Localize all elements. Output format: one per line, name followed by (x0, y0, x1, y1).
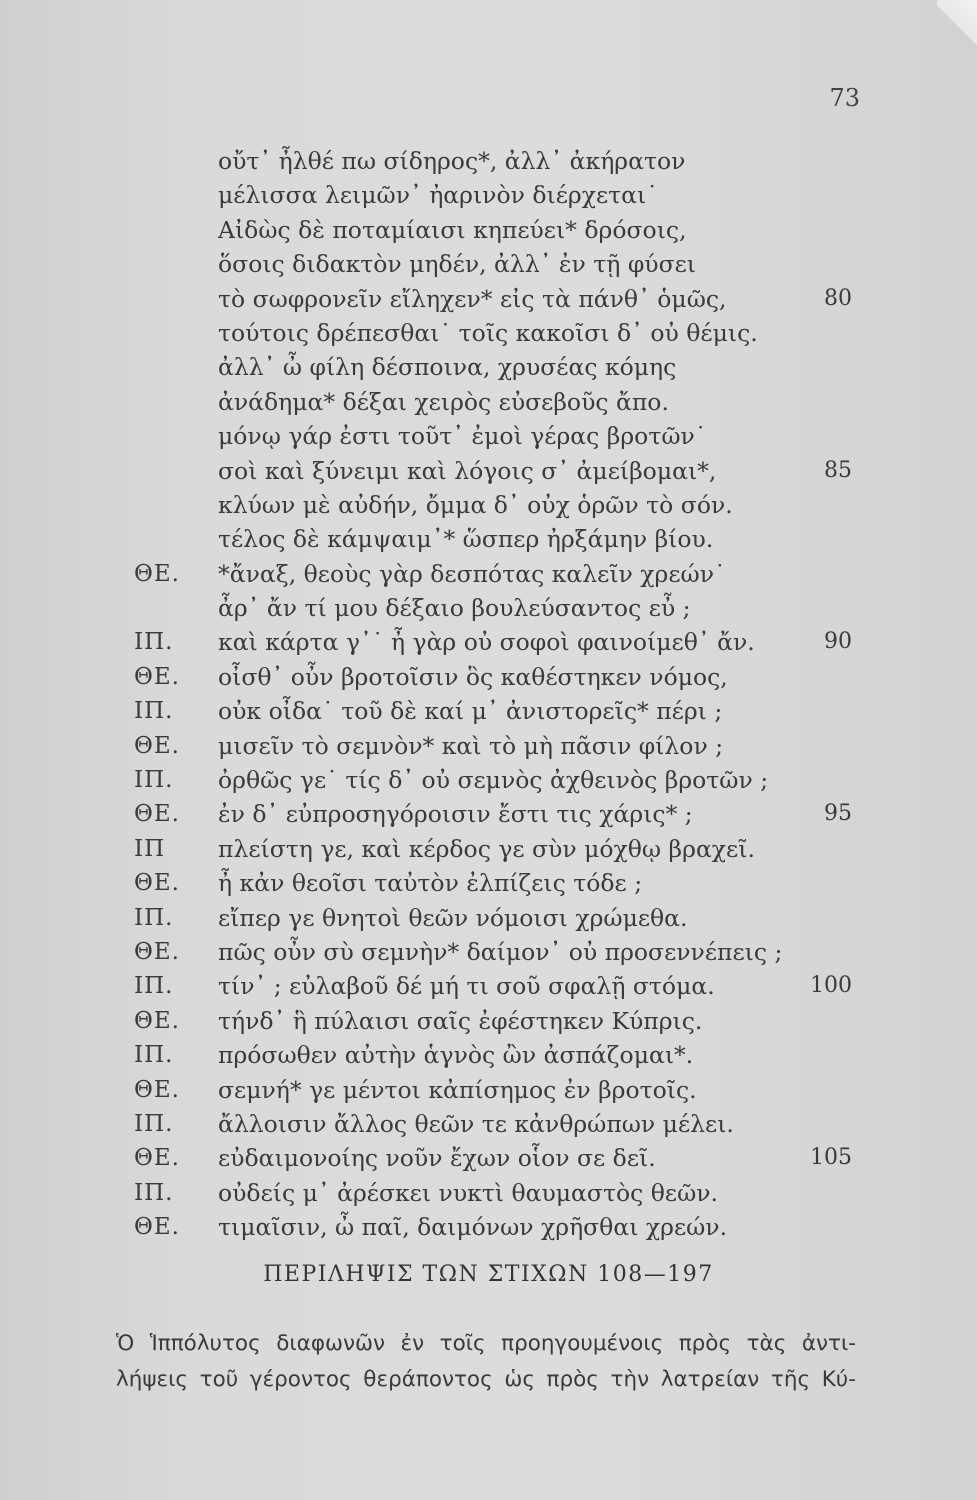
verse-block (0, 144, 977, 1245)
line-number: 90 (824, 629, 852, 655)
verse-line (0, 797, 977, 831)
verse-line (0, 591, 977, 625)
verse-text: ἀνάδημα* δέξαι χειρὸς εὐσεβοῦς ἄπο. (218, 387, 669, 416)
speaker-label: ΘΕ. (134, 1145, 180, 1172)
speaker-label: ΘΕ. (134, 870, 180, 897)
verse-line (0, 350, 977, 384)
verse-line (0, 1073, 977, 1107)
verse-text: *ἄναξ, θεοὺς γὰρ δεσπότας καλεῖν χρεών˙ (218, 559, 726, 588)
verse-line (0, 901, 977, 935)
summary-line: Ὁ Ἱππόλυτος διαφωνῶν ἐν τοῖς προηγουμένοις πρὸς τὰς ἀντι- (116, 1331, 856, 1356)
verse-text: οὐκ οἶδα˙ τοῦ δὲ καί μ᾽ ἀνιστορεῖς* πέρι ; (218, 697, 723, 726)
page-corner-fold (937, 0, 977, 60)
verse-text: καὶ κάρτα γ᾽˙ ἦ γὰρ οὐ σοφοὶ φαινοίμεθ᾽ ἄν. (218, 628, 755, 657)
verse-line (0, 454, 977, 488)
verse-text: τούτοις δρέπεσθαι˙ τοῖς κακοῖσι δ᾽ οὐ θέμις. (218, 318, 758, 347)
verse-line (0, 316, 977, 350)
verse-line (0, 866, 977, 900)
verse-line (0, 1210, 977, 1244)
line-number: 80 (824, 285, 852, 311)
speaker-label: ΙΠ. (134, 629, 174, 656)
page-number: 73 (829, 84, 860, 112)
verse-text: τιμαῖσιν, ὦ παῖ, δαιμόνων χρῆσθαι χρεών. (218, 1213, 728, 1242)
summary-line: λήψεις τοῦ γέροντος θεράποντος ὡς πρὸς τὴν λατρείαν τῆς Κύ- (116, 1367, 856, 1392)
verse-text: οὔτ᾽ ἦλθέ πω σίδηρος*, ἀλλ᾽ ἀκήρατον (218, 147, 686, 175)
verse-text: πῶς οὖν σὺ σεμνὴν* δαίμον᾽ οὐ προσεννέπεις ; (218, 937, 783, 966)
speaker-label: ΙΠ. (134, 1110, 174, 1137)
speaker-label: ΘΕ. (134, 732, 180, 759)
verse-line (0, 488, 977, 522)
speaker-label: ΘΕ. (134, 663, 180, 690)
verse-line (0, 247, 977, 281)
line-number: 85 (824, 457, 852, 483)
speaker-label: ΘΕ. (134, 1076, 180, 1103)
verse-text: κλύων μὲ αὐδήν, ὄμμα δ᾽ οὐχ ὁρῶν τὸ σόν. (218, 490, 733, 519)
speaker-label: ΘΕ. (134, 938, 180, 965)
verse-line (0, 694, 977, 728)
verse-line (0, 832, 977, 866)
verse-line (0, 625, 977, 659)
verse-line (0, 660, 977, 694)
speaker-label: ΙΠ. (134, 698, 174, 725)
verse-text: τὸ σωφρονεῖν εἴληχεν* εἰς τὰ πάνθ᾽ ὁμῶς, (218, 284, 727, 313)
verse-text: μόνῳ γάρ ἐστι τοῦτ᾽ ἐμοὶ γέρας βροτῶν˙ (218, 422, 707, 451)
summary-title: ΠΕΡΙΛΗΨΙΣ ΤΩΝ ΣΤΙΧΩΝ 108—197 (263, 1262, 714, 1287)
verse-text: σεμνή* γε μέντοι κἀπίσημος ἐν βροτοῖς. (218, 1075, 697, 1104)
speaker-label: ΙΠ (134, 835, 166, 862)
verse-line (0, 144, 977, 178)
speaker-label: ΘΕ. (134, 1007, 180, 1034)
verse-text: οἶσθ᾽ οὖν βροτοῖσιν ὃς καθέστηκεν νόμος, (218, 662, 728, 691)
verse-line (0, 282, 977, 316)
speaker-label: ΙΠ. (134, 1179, 174, 1206)
verse-line (0, 763, 977, 797)
verse-text: σοὶ καὶ ξύνειμι καὶ λόγοις σ᾽ ἀμείβομαι*, (218, 456, 717, 485)
verse-text: ἐν δ᾽ εὐπροσηγόροισιν ἔστι τις χάρις* ; (218, 800, 693, 829)
verse-text: ἦ κἀν θεοῖσι ταὐτὸν ἐλπίζεις τόδε ; (218, 869, 643, 898)
verse-line (0, 419, 977, 453)
verse-text: Αἰδὼς δὲ ποταμίαισι κηπεύει* δρόσοις, (218, 215, 687, 244)
line-number: 95 (824, 801, 852, 827)
verse-text: εἴπερ γε θνητοὶ θεῶν νόμοισι χρώμεθα. (218, 903, 688, 932)
verse-text: ἀλλ᾽ ὦ φίλη δέσποινα, χρυσέας κόμης (218, 353, 677, 382)
verse-line (0, 969, 977, 1003)
verse-line (0, 557, 977, 591)
speaker-label: ΘΕ. (134, 560, 180, 587)
verse-text: ὀρθῶς γε˙ τίς δ᾽ οὐ σεμνὸς ἀχθεινὸς βροτῶν ; (218, 766, 769, 795)
verse-line (0, 1141, 977, 1175)
verse-text: τέλος δὲ κάμψαιμ᾽* ὥσπερ ἠρξάμην βίου. (218, 525, 714, 554)
verse-text: πλείστη γε, καὶ κέρδος γε σὺν μόχθῳ βραχεῖ. (218, 834, 755, 863)
speaker-label: ΙΠ. (134, 973, 174, 1000)
verse-line (0, 1176, 977, 1210)
verse-text: ἆρ᾽ ἄν τί μου δέξαιο βουλεύσαντος εὖ ; (218, 594, 691, 623)
verse-line (0, 1004, 977, 1038)
verse-text: τήνδ᾽ ἣ πύλαισι σαῖς ἐφέστηκεν Κύπρις. (218, 1006, 703, 1035)
speaker-label: ΙΠ. (134, 904, 174, 931)
verse-text: ὅσοις διδακτὸν μηδέν, ἀλλ᾽ ἐν τῇ φύσει (218, 250, 697, 279)
verse-text: τίν᾽ ; εὐλαβοῦ δέ μή τι σοῦ σφαλῇ στόμα. (218, 972, 715, 1001)
verse-text: ἄλλοισιν ἄλλος θεῶν τε κἀνθρώπων μέλει. (218, 1109, 734, 1138)
verse-line (0, 1107, 977, 1141)
verse-text: πρόσωθεν αὐτὴν ἁγνὸς ὢν ἀσπάζομαι*. (218, 1041, 694, 1070)
verse-line (0, 935, 977, 969)
verse-text: οὐδείς μ᾽ ἀρέσκει νυκτὶ θαυμαστὸς θεῶν. (218, 1178, 718, 1207)
verse-line (0, 1038, 977, 1072)
summary-paragraph (116, 1326, 856, 1398)
speaker-label: ΘΕ. (134, 801, 180, 828)
speaker-label: ΙΠ. (134, 1042, 174, 1069)
verse-line (0, 385, 977, 419)
verse-line (0, 729, 977, 763)
verse-line (0, 522, 977, 556)
verse-text: μισεῖν τὸ σεμνὸν* καὶ τὸ μὴ πᾶσιν φίλον ; (218, 731, 724, 760)
verse-text: εὐδαιμονοίης νοῦν ἔχων οἷον σε δεῖ. (218, 1144, 656, 1173)
line-number: 105 (810, 1145, 852, 1171)
verse-text: μέλισσα λειμῶν᾽ ἠαρινὸν διέρχεται˙ (218, 181, 658, 210)
line-number: 100 (810, 973, 852, 999)
speaker-label: ΙΠ. (134, 767, 174, 794)
speaker-label: ΘΕ. (134, 1214, 180, 1241)
verse-line (0, 178, 977, 212)
verse-line (0, 213, 977, 247)
